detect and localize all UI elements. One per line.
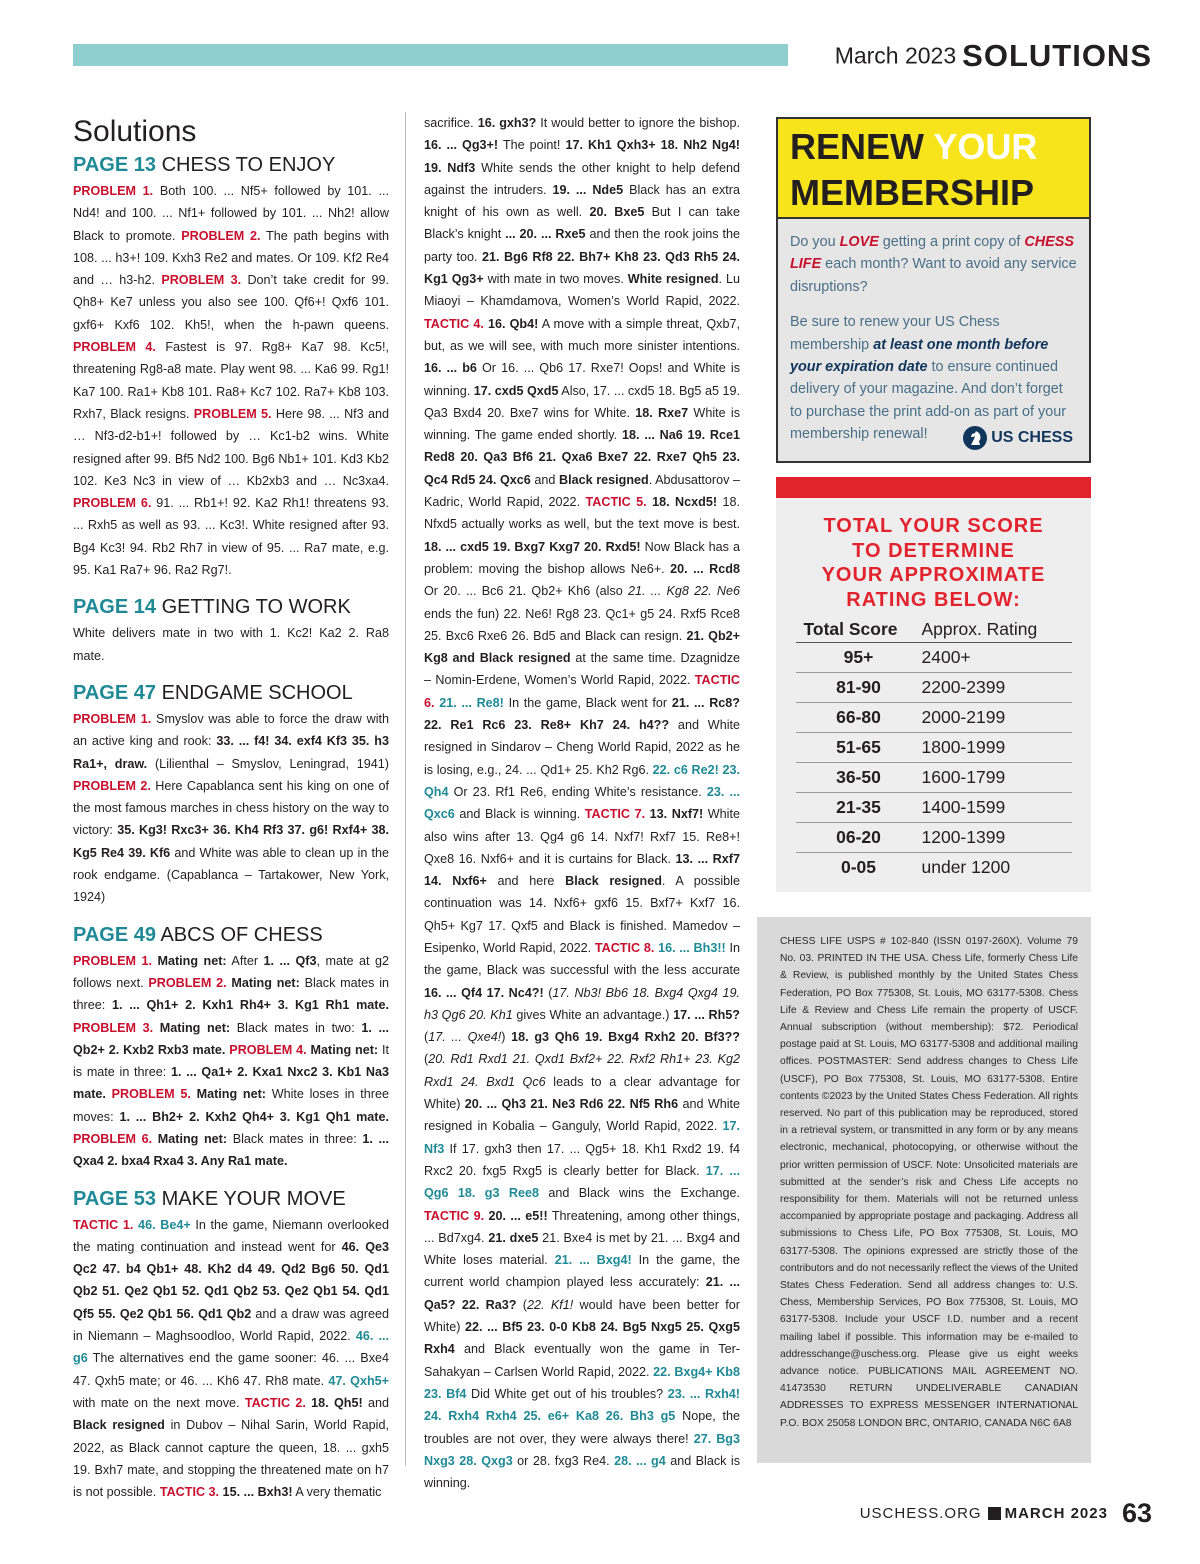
renew-membership-ad [776, 117, 1091, 463]
page-53-text: TACTIC 1. 46. Be4+ In the game, Niemann overlooked the mating continuation and instead went for 46. Qe3 Qc2 47. b4 Qb1+ 48. Kh2 d4 49. Qd2 Bg6 50. Qd1 Qb2 51. Qe2 Qb1 52. Qd1 Qb2 53. Qe2 Qb1 54. Qd1 Qf5 55. Qe2 Qb1 56. Qd1 Qb2 and a draw was agreed in Niemann – Maghsoodloo, World Rapid, 2022. 46. ... g6 The alternatives end the game sooner: 46. ... Bxe4 47. Qxh5 mate; or 46. ... Kh6 47. Rh8 mate. 47. Qxh5+ with mate on the next move. TACTIC 2. 18. Qh5! and Black resigned in Dubov – Nihal Sarin, World Rapid, 2022, as Black cannot capture the queen, 18. ... gxh5 19. Bxh7 mate, and stopping the threatened mate on h7 is not possible. TACTIC 3. 15. ... Bxh3! A very thematic [73, 1217, 390, 1500]
footer-month: MARCH 2023 [1004, 1505, 1108, 1522]
table-row: 06-20 1200-1399 [796, 823, 1072, 853]
table-row: 66-80 2000-2199 [796, 703, 1072, 733]
table-row: 36-50 1600-1799 [796, 763, 1072, 793]
us-chess-knight-icon [962, 425, 988, 451]
page-number: 63 [1121, 1498, 1152, 1528]
footer-site: USCHESS.ORG [859, 1505, 982, 1522]
solutions-column-2 [424, 112, 740, 1494]
col-header-score: Total Score [796, 615, 922, 643]
renew-heading: RENEW YOUR MEMBERSHIP [778, 119, 1089, 219]
page-14-text: White delivers mate in two with 1. Kc2! Ka2 2. Ra8 mate. [73, 626, 389, 663]
renew-question: Do you LOVE getting a print copy of CHESS LIFE each month? Want to avoid any service disruptions? [790, 234, 1077, 295]
header-month: March 2023 [834, 42, 957, 69]
footer-square [988, 1507, 1001, 1520]
page-53-text-continued: sacrifice. 16. gxh3? It would better to ignore the bishop. 16. ... Qg3+! The point! 17. Kh1 Qxh3+ 18. Nh2 Ng4! 19. Ndf3 White sends the other knight to help defend against the intruders. 19. ... Nde5 Black has an extra knight of his own as well. 20. Bxe5 But I can take Black’s knight ... 20. ... Rxe5 and then the rook joins the party too. 21. Bg6 Rf8 22. Bh7+ Kh8 23. Qd3 Rh5 24. Kg1 Qg3+ with mate in two moves. White resigned. Lu Miaoyi – Khamdamova, Women’s World Rapid, 2022. TACTIC 4. 16. Qb4! A move with a simple threat, Qxb7, but, as we will see, with much more sinister intentions. 16. ... b6 Or 16. ... Qb6 17. Rxe7! Oops! and White is winning. 17. cxd5 Qxd5 Also, 17. ... cxd5 18. Bg5 a5 19. Qa3 Bxd4 20. Bxe7 wins for White. 18. Rxe7 White is winning. The game ended shortly. 18. ... Na6 19. Rce1 Red8 20. Qa3 Bf6 21. Qxa6 Bxe7 22. Rxe7 Qh5 23. Qc4 Rd5 24. Qxc6 and Black resigned. Abdusattorov – Kadric, World Rapid, 2022. TACTIC 5. 18. Ncxd5! 18. Nfxd5 actually works as well, but the text move is best. 18. ... cxd5 19. Bxg7 Kxg7 20. Rxd5! Now Black has a problem: moving the bishop allows Ne6+. 20. ... Rcd8 Or 20. ... Bc6 21. Qb2+ Kh6 (also 21. ... Kg8 22. Ne6 ends the fun) 22. Ne6! Rg8 23. Qc1+ g5 24. Rxf5 Rce8 25. Bxc6 Rxe6 26. Bd5 and Black can resign. 21. Qb2+ Kg8 and Black resigned at the same time. Dzagnidze – Nomin-Erdene, Women’s World Rapid, 2022. TACTIC 6. 21. ... Re8! In the game, Black went for 21. ... Rc8? 22. Re1 Rc6 23. Re8+ Kh7 24. h4?? and White resigned in Sindarov – Cheng World Rapid, 2022 as he is losing, e.g., 24. ... Qd1+ 25. Kh2 Rg6. 22. c6 Re2! 23. Qh4 Or 23. Rf1 Re6, ending White’s resistance. 23. ... Qxc6 and Black is winning. TACTIC 7. 13. Nxf7! White also wins after 13. Qg4 g6 14. Nxf7! Rxf7 15. Re8+! Qxe8 16. Nxf6+ and it is curtains for Black. 13. ... Rxf7 14. Nxf6+ and here Black resigned. A possible continuation was 14. Nxf6+ gxf6 15. Bxf7+ Kxf7 16. Qh5+ Kg7 17. Qxf5 and Black is finished. Mamedov – Esipenko, World Rapid, 2022. TACTIC 8. 16. ... Bh3!! In the game, Black was successful with the less accurate 16. ... Qf4 17. Nc4?! (17. Nb3! Bb6 18. Bxg4 Qxg4 19. h3 Qg6 20. Kh1 gives White an advantage.) 17. ... Rh5? (17. ... Qxe4!) 18. g3 Qh6 19. Bxg4 Rxh2 20. Bf3?? (20. Rd1 Rxd1 21. Qxd1 Bxf2+ 22. Rxf2 Rh1+ 23. Kg2 Rxd1 24. Bxd1 Qc6 leads to a clear advantage for White) 20. ... Qh3 21. Ne3 Rd6 22. Nf5 Rh6 and White resigned in Kobalia – Ganguly, World Rapid, 2022. 17. Nf3 If 17. gxh3 then 17. ... Qg5+ 18. Kh1 Rxd2 19. f4 Rxc2 20. fxg5 Rxg5 is clearly better for Black. 17. ... Qg6 18. g3 Ree8 and Black wins the Exchange. TACTIC 9. 20. ... e5!! Threatening, among other things, ... Bd7xg4. 21. dxe5 21. Bxe4 is met by 21. ... Bxg4 and White loses material. 21. ... Bxg4! In the game, the current world champion played less accurately: 21. ... Qa5? 22. Ra3? (22. Kf1! would have been better for White) 22. ... Bf5 23. 0-0 Kb8 24. Bg5 Nxg5 25. Qxg5 Rxh4 and Black eventually won the game in Ter-Sahakyan – Carlsen World Rapid, 2022. 22. Bxg4+ Kb8 23. Bf4 Did White get out of his troubles? 23. ... Rxh4! 24. Rxh4 Rxh4 25. e6+ Ka8 26. Bh3 g5 Nope, the troubles are not over, they were always there! 27. Bg3 Nxg3 28. Qxg3 or 28. fxg3 Re4. 28. ... g4 and Black is winning. [424, 116, 741, 1491]
page-footer [860, 1498, 1152, 1529]
renew-instructions: Be sure to renew your US Chess membership at least one month before your expiration date to ensure continued delivery of your magazine. And don’t forget to purchase the print add-on as part of your membership renewal! [790, 314, 1066, 443]
section-page-49: PAGE 49 ABCS OF CHESS [73, 923, 323, 946]
us-chess-logo: US CHESS [962, 425, 1073, 451]
table-row: 0-05 under 1200 [840, 857, 1011, 878]
section-page-53: PAGE 53 MAKE YOUR MOVE [73, 1187, 346, 1210]
score-red-bar [776, 477, 1091, 498]
table-row: 81-90 2200-2399 [796, 673, 1072, 703]
section-page-13: PAGE 13 CHESS TO ENJOY [73, 154, 336, 176]
solutions-heading: Solutions [73, 115, 197, 148]
section-page-47: PAGE 47 ENDGAME SCHOOL [73, 681, 353, 704]
renew-body [778, 219, 1089, 446]
section-page-14: PAGE 14 GETTING TO WORK [73, 596, 351, 619]
column-divider [405, 112, 406, 1466]
header-title [835, 38, 1152, 74]
score-title: TOTAL YOUR SCORE TO DETERMINE YOUR APPROXIMATE RATING BELOW: [821, 515, 1046, 611]
table-row: 51-65 1800-1999 [796, 733, 1072, 763]
page-47-text: PROBLEM 1. Smyslov was able to force the draw with an active king and rook: 33. ... f4! 34. exf4 Kf3 35. h3 Ra1+, draw. (Lilienthal – Smyslov, Leningrad, 1941) PROBLEM 2. Here Capablanca sent his king on one of the most famous marches in chess history on the way to victory: 35. Kg3! Rxc3+ 36. Kh4 Rf3 37. g6! Rxf4+ 38. Kg5 Re4 39. Kf6 and White was able to clean up in the rook endgame. (Capablanca – Tartakower, New York, 1924) [73, 711, 389, 905]
table-row: 21-35 1400-1599 [796, 793, 1072, 823]
header-bar [73, 44, 788, 66]
header-section: SOLUTIONS [962, 38, 1152, 73]
page-13-text: PROBLEM 1. Both 100. ... Nf5+ followed by 101. ... Nd4! and 100. ... Nf1+ followed by 101. ... Nh2! allow Black to promote. PROBLEM 2. The path begins with 108. ... h3+! 109. Kxh3 Re2 and mates. Or 109. Kf2 Re4 and … h3-h2. PROBLEM 3. Don’t take credit for 99. Qh8+ Ke7 unless you also see 100. Qf6+! Qxf6 101. gxf6+ Kxf6 102. Kh5!, when the h-pawn queens. PROBLEM 4. Fastest is 97. Rg8+ Ka7 98. Kc5!, threatening Rg8-a8 mate. Play went 98. ... Ka6 99. Rg1! Ka7 100. Ra1+ Kb8 101. Ra8+ Kc7 102. Ra7+ Kb8 103. Rxh7, Black resigns. PROBLEM 5. Here 98. ... Nf3 and … Nf3-d2-b1+! followed by … Kc1-b2 wins. White resigned after 99. Bf5 Nd2 100. Bg6 Nb1+ 101. Kd3 Kb2 102. Ke3 Nc3 in view of … Kb2xb3 and … Nc3xa4. PROBLEM 6. 91. ... Rb1+! 92. Ka2 Rh1! threatens 93. ... Rxh5 as well as 93. ... Kc3!. White resigned after 93. Bg4 Kc3! 94. Rb2 Rh7 in view of 95. ... Ra7 mate, e.g. 95. Ka1 Ra7+ 96. Ra2 Rg7!. [73, 184, 389, 578]
table-row: 95+ 2400+ [796, 643, 1072, 673]
col-header-rating: Approx. Rating [922, 615, 1072, 643]
page-49-text: PROBLEM 1. Mating net: After 1. ... Qf3, mate at g2 follows next. PROBLEM 2. Mating net: Black mates in three: 1. ... Qh1+ 2. Kxh1 Rh4+ 3. Kg1 Rh1 mate. PROBLEM 3. Mating net: Black mates in two: 1. ... Qb2+ 2. Kxb2 Rxb3 mate. PROBLEM 4. Mating net: It is mate in three: 1. ... Qa1+ 2. Kxa1 Nxc2 3. Kb1 Na3 mate. PROBLEM 5. Mating net: White loses in three moves: 1. ... Bh2+ 2. Kxh2 Qh4+ 3. Kg1 Qh1 mate. PROBLEM 6. Mating net: Black mates in three: 1. ... Qxa4 2. bxa4 Rxa4 3. Any Ra1 mate. [73, 953, 390, 1169]
publication-legal-notice: CHESS LIFE USPS # 102-840 (ISSN 0197-260X). Volume 79 No. 03. PRINTED IN THE USA. Chess Life, formerly Chess Life & Review, is published monthly by the United States Chess Federation, PO Box 775308, St. Louis, MO 63177-5308. Chess Life & Review and Chess Life remain the property of USCF. Annual subscription (without membership): $72. Periodical postage paid at St. Louis, MO 63177-5308 and additional mailing offices. POSTMASTER: Send address changes to Chess Life (USCF), PO Box 775308, St. Louis, MO 63177-5308. Entire contents ©2023 by the United States Chess Federation. All rights reserved. No part of this publication may be reproduced, stored in a retrieval system, or transmitted in any form or by any means electronic, mechanical, photocopying, or otherwise without the prior written permission of USCF. Note: Unsolicited materials are submitted at the sender’s risk and Chess Life accepts no responsibility for them. Materials will not be returned unless accompanied by appropriate postage and packaging. Address all submissions to Chess Life, PO Box 775308, St. Louis, MO 63177-5308. The opinions expressed are strictly those of the contributors and do not necessarily reflect the views of the United States Chess Federation. Send all address changes to: U.S. Chess, Membership Services, PO Box 775308, St. Louis, MO 63177-5308. Include your USCF I.D. number and a recent mailing label if possible. This information may be e-mailed to addresschange@uschess.org. Please give us eight weeks advance notice. PUBLICATIONS MAIL AGREEMENT NO. 41473530 RETURN UNDELIVERABLE CANADIAN ADDRESSES TO EXPRESS MESSENGER INTERNATIONAL P.O. BOX 25058 LONDON BRC, ONTARIO, CANADA N6C 6A8 [757, 917, 1091, 1463]
rating-table [796, 615, 1072, 883]
solutions-column-1 [73, 112, 389, 1503]
score-rating-box [776, 477, 1091, 892]
